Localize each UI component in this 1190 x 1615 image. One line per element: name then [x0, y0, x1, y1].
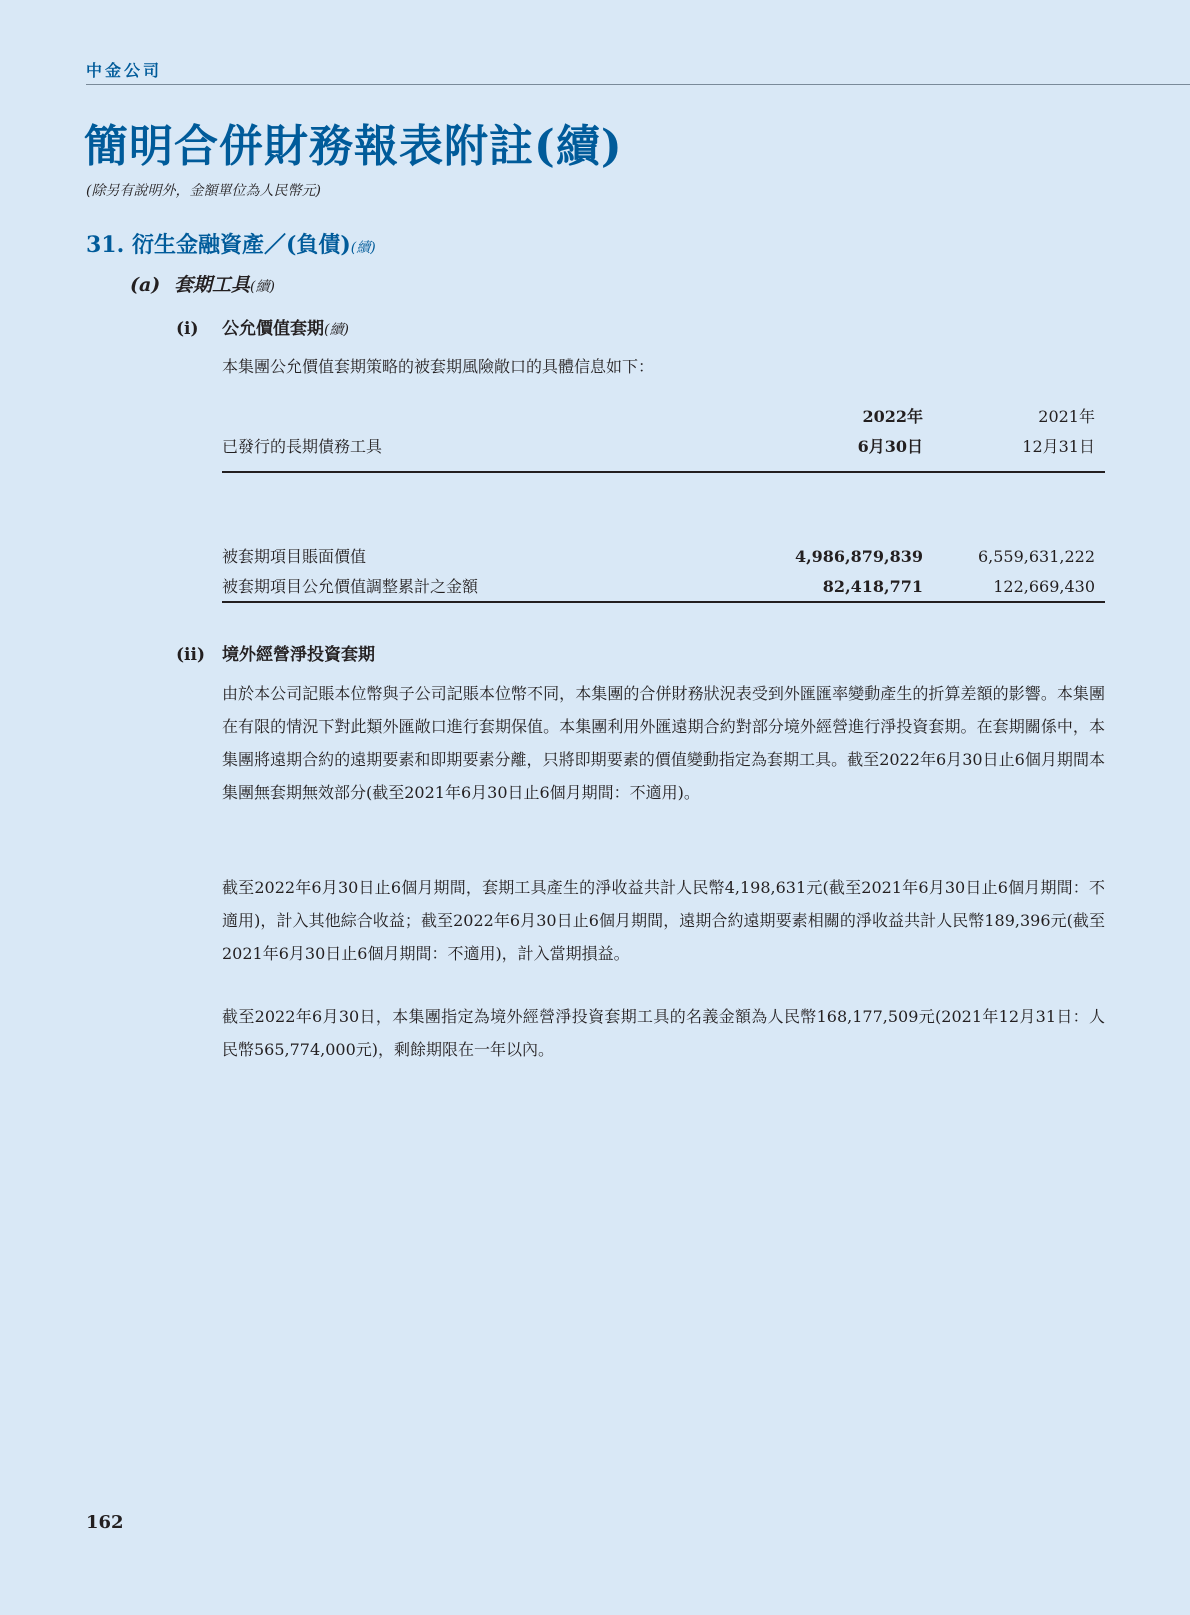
subsection-i-heading [176, 314, 349, 339]
section-continued: (續) [350, 240, 376, 256]
page-number: 162 [86, 1512, 124, 1533]
table-body [222, 542, 1105, 602]
row-label: 被套期項目賬面價值 [222, 547, 367, 566]
subsection-a-title: 套期工具 [174, 274, 251, 296]
table-row [222, 572, 1105, 602]
table-header [222, 402, 1105, 462]
row-value-2022: 4,986,879,839 [794, 547, 923, 566]
subsection-ii-label: (ii) [176, 645, 206, 665]
subsection-i-continued: (續) [324, 322, 349, 338]
row-value-2022: 82,418,771 [822, 577, 923, 596]
row-value-2021: 122,669,430 [993, 577, 1095, 596]
header-2021-year: 2021年 [1038, 407, 1095, 426]
table-header-rule [222, 471, 1105, 473]
header-2022-date: 6月30日 [857, 437, 923, 456]
row-label: 被套期項目公允價值調整累計之金額 [222, 577, 479, 596]
header-row-label: 已發行的長期債務工具 [222, 437, 383, 456]
subsection-ii-heading [176, 640, 375, 665]
paragraph-2: 截至2022年6月30日止6個月期間，套期工具產生的淨收益共計人民幣4,198,631元(截至2021年6月30日止6個月期間：不適用)，計入其他綜合收益；截至2022年6月30日止6個月期間，遠期合約遠期要素相關的淨收益共計人民幣189,396元(截至2021年6月30日止6個月期間：不適用)，計入當期損益。 [222, 878, 1105, 963]
subsection-i-title: 公允價值套期 [222, 319, 324, 339]
paragraph-3: 截至2022年6月30日，本集團指定為境外經營淨投資套期工具的名義金額為人民幣168,177,509元(2021年12月31日：人民幣565,774,000元)，剩餘期限在一年以內。 [222, 1007, 1105, 1059]
section-number: 31. [86, 232, 125, 258]
subsection-a-continued: (續) [250, 279, 275, 295]
subsection-a-heading [130, 270, 275, 297]
table-row [222, 542, 1105, 572]
table-header-row-1 [222, 402, 1105, 432]
header-2022-year: 2022年 [862, 407, 923, 426]
subsection-a-label: (a) [130, 274, 161, 296]
page-title: 簡明合併財務報表附註(續) [84, 121, 623, 172]
section-title-text: 衍生金融資產／(負債) [131, 232, 351, 258]
header-2021-date: 12月31日 [1022, 437, 1095, 456]
header-divider [86, 84, 1190, 85]
table-header-row-2 [222, 432, 1105, 462]
table-bottom-rule [222, 601, 1105, 603]
header-brand: 中金公司 [86, 61, 163, 80]
subsection-ii-title: 境外經營淨投資套期 [222, 645, 375, 665]
intro-text: 本集團公允價值套期策略的被套期風險敞口的具體信息如下： [222, 357, 655, 376]
section-heading [86, 228, 376, 259]
page-subtitle: (除另有說明外，金額單位為人民幣元) [86, 183, 321, 199]
row-value-2021: 6,559,631,222 [977, 547, 1095, 566]
paragraph-1: 由於本公司記賬本位幣與子公司記賬本位幣不同，本集團的合併財務狀況表受到外匯匯率變動產生的折算差額的影響。本集團在有限的情況下對此類外匯敞口進行套期保值。本集團利用外匯遠期合約對部分境外經營進行淨投資套期。在套期關係中，本集團將遠期合約的遠期要素和即期要素分離，只將即期要素的價值變動指定為套期工具。截至2022年6月30日止6個月期間本集團無套期無效部分(截至2021年6月30日止6個月期間：不適用)。 [222, 684, 1105, 802]
subsection-i-label: (i) [176, 319, 199, 339]
